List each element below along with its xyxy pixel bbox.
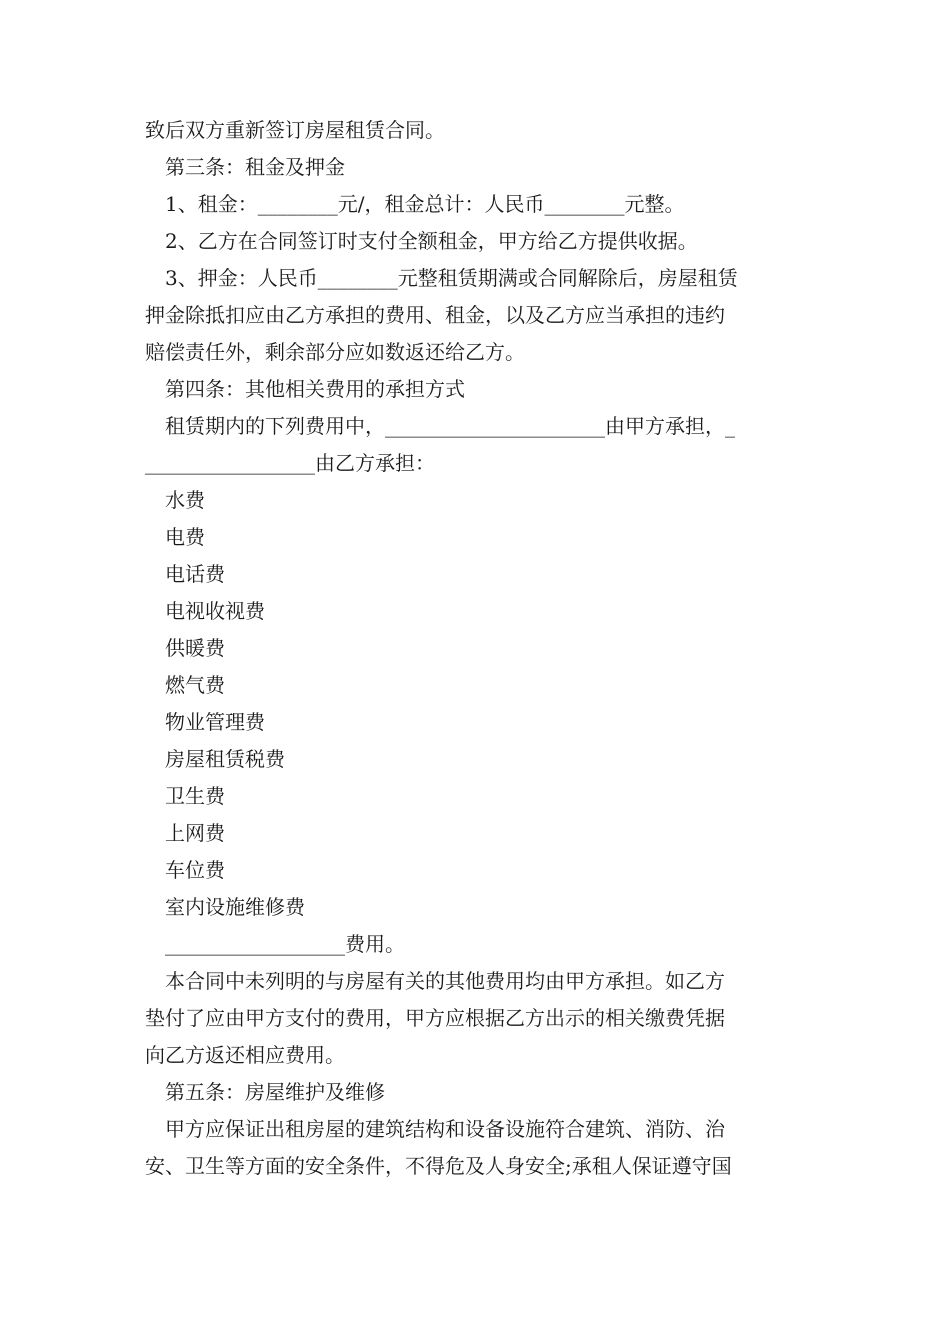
fee-item: 供暖费 — [165, 636, 225, 660]
text-line: 租赁期内的下列费用中，______________________由甲方承担，_ — [165, 414, 735, 438]
text-line: 赔偿责任外，剩余部分应如数返还给乙方。 — [145, 340, 525, 364]
text-line: 3、押金：人民币________元整租赁期满或合同解除后，房屋租赁 — [165, 266, 738, 290]
document-page — [145, 112, 810, 1185]
text-line: 1、租金：________元/，租金总计：人民币________元整。 — [165, 192, 685, 216]
text-line: _________________由乙方承担： — [145, 451, 435, 475]
fee-item: 物业管理费 — [165, 710, 265, 734]
fee-item: 水费 — [165, 488, 205, 512]
fee-item: 电费 — [165, 525, 205, 549]
text-line: 本合同中未列明的与房屋有关的其他费用均由甲方承担。如乙方 — [165, 969, 725, 993]
text-line: 垫付了应由甲方支付的费用，甲方应根据乙方出示的相关缴费凭据 — [145, 1006, 725, 1030]
section-heading: 第三条：租金及押金 — [165, 155, 345, 179]
text-line: 押金除抵扣应由乙方承担的费用、租金，以及乙方应当承担的违约 — [145, 303, 725, 327]
fee-item: 房屋租赁税费 — [165, 747, 285, 771]
fee-item: 电视收视费 — [165, 599, 265, 623]
text-line: 致后双方重新签订房屋租赁合同。 — [145, 118, 445, 142]
text-line: 2、乙方在合同签订时支付全额租金，甲方给乙方提供收据。 — [165, 229, 698, 253]
section-heading: 第四条：其他相关费用的承担方式 — [165, 377, 465, 401]
fee-item: 室内设施维修费 — [165, 895, 305, 919]
fee-item: 电话费 — [165, 562, 225, 586]
fee-item: 车位费 — [165, 858, 225, 882]
text-line: 安、卫生等方面的安全条件，不得危及人身安全;承租人保证遵守国 — [145, 1154, 732, 1178]
fee-item: 上网费 — [165, 821, 225, 845]
fee-item: __________________费用。 — [165, 932, 405, 956]
fee-item: 燃气费 — [165, 673, 225, 697]
fee-item: 卫生费 — [165, 784, 225, 808]
section-heading: 第五条：房屋维护及维修 — [165, 1080, 385, 1104]
text-line: 向乙方返还相应费用。 — [145, 1043, 345, 1067]
text-line: 甲方应保证出租房屋的建筑结构和设备设施符合建筑、消防、治 — [165, 1117, 725, 1141]
